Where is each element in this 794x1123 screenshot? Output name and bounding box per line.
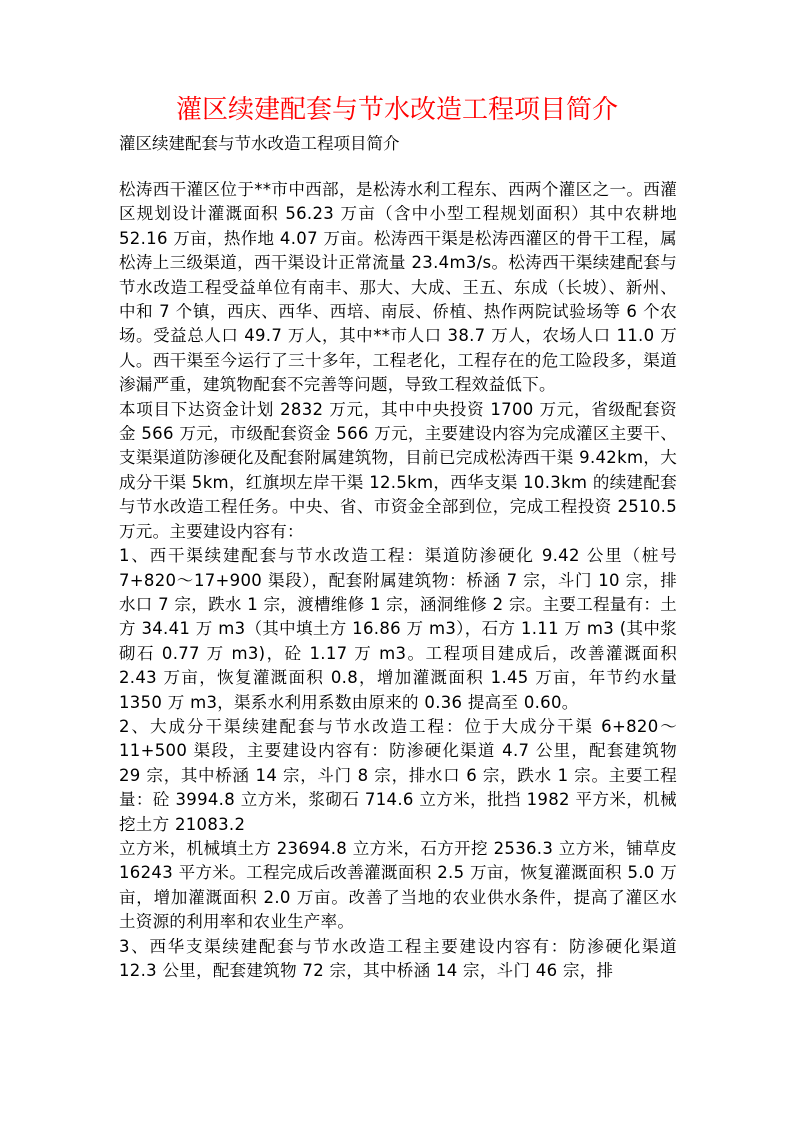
paragraph-xihua-canal: 3、西华支渠续建配套与节水改造工程主要建设内容有：防渗硬化渠道 12.3 公里，配套建筑物 72 宗，其中桥涵 14 宗，斗门 46 宗，排 [119, 936, 677, 980]
document-title: 灌区续建配套与节水改造工程项目简介 [175, 95, 618, 125]
document-body [119, 178, 677, 983]
document-subtitle: 灌区续建配套与节水改造工程项目简介 [119, 134, 400, 153]
paragraph-xigan-canal: 1、西干渠续建配套与节水改造工程：渠道防渗硬化 9.42 公里（桩号 7+820～17+900 渠段），配套附属建筑物：桥涵 7 宗，斗门 10 宗，排水口 7 宗，跌水 1 宗，渡槽维修 1 宗，涵洞维修 2 宗。主要工程量有：土方 34.41 万 m3（其中填土方 16.86 万 m3），石方 1.11 万 m3 (其中浆砌石 0.77 万 m3)，砼 1.17 万 m3。工程项目建成后，改善灌溉面积 2.43 万亩，恢复灌溉面积 0.8，增加灌溉面积 1.45 万亩，年节约水量 1350 万 m3，渠系水利用系数由原来的 0.36 提高至 0.60。 [119, 546, 677, 712]
paragraph-dacheng-canal-cont: 立方米，机械填土方 23694.8 立方米，石方开挖 2536.3 立方米，铺草皮 16243 平方米。工程完成后改善灌溉面积 2.5 万亩，恢复灌溉面积 5.0 万亩，增加灌溉面积 2.0 万亩。改善了当地的农业供水条件，提高了灌区水土资源的利用率和农业生产率。 [119, 838, 677, 932]
paragraph-overview: 松涛西干灌区位于**市中西部，是松涛水利工程东、西两个灌区之一。西灌区规划设计灌溉面积 56.23 万亩（含中小型工程规划面积）其中农耕地 52.16 万亩，热作地 4.07 万亩。松涛西干渠是松涛西灌区的骨干工程，属松涛上三级渠道，西干渠设计正常流量 23.4m3/s。松涛西干渠续建配套与节水改造工程受益单位有南丰、那大、大成、王五、东成（长坡）、新州、中和 7 个镇，西庆、西华、西培、南辰、侨植、热作两院试验场等 6 个农场。受益总人口 49.7 万人，其中**市人口 38.7 万人，农场人口 11.0 万人。西干渠至今运行了三十多年，工程老化，工程存在的危工险段多，渠道渗漏严重，建筑物配套不完善等问题，导致工程效益低下。 [119, 180, 677, 395]
paragraph-dacheng-canal: 2、大成分干渠续建配套与节水改造工程：位于大成分干渠 6+820～11+500 渠段，主要建设内容有：防渗硬化渠道 4.7 公里，配套建筑物 29 宗，其中桥涵 14 宗，斗门 8 宗，排水口 6 宗，跌水 1 宗。主要工程量：砼 3994.8 立方米，浆砌石 714.6 立方米，批挡 1982 平方米，机械挖土方 21083.2 [119, 716, 677, 834]
paragraph-funding: 本项目下达资金计划 2832 万元，其中中央投资 1700 万元，省级配套资金 566 万元，市级配套资金 566 万元，主要建设内容为完成灌区主要干、支渠渠道防渗硬化及配套附属建筑物，目前已完成松涛西干渠 9.42km，大成分干渠 5km，红旗坝左岸干渠 12.5km，西华支渠 10.3km 的续建配套与节水改造工程任务。中央、省、市资金全部到位，完成工程投资 2510.5 万元。主要建设内容有： [119, 399, 677, 541]
